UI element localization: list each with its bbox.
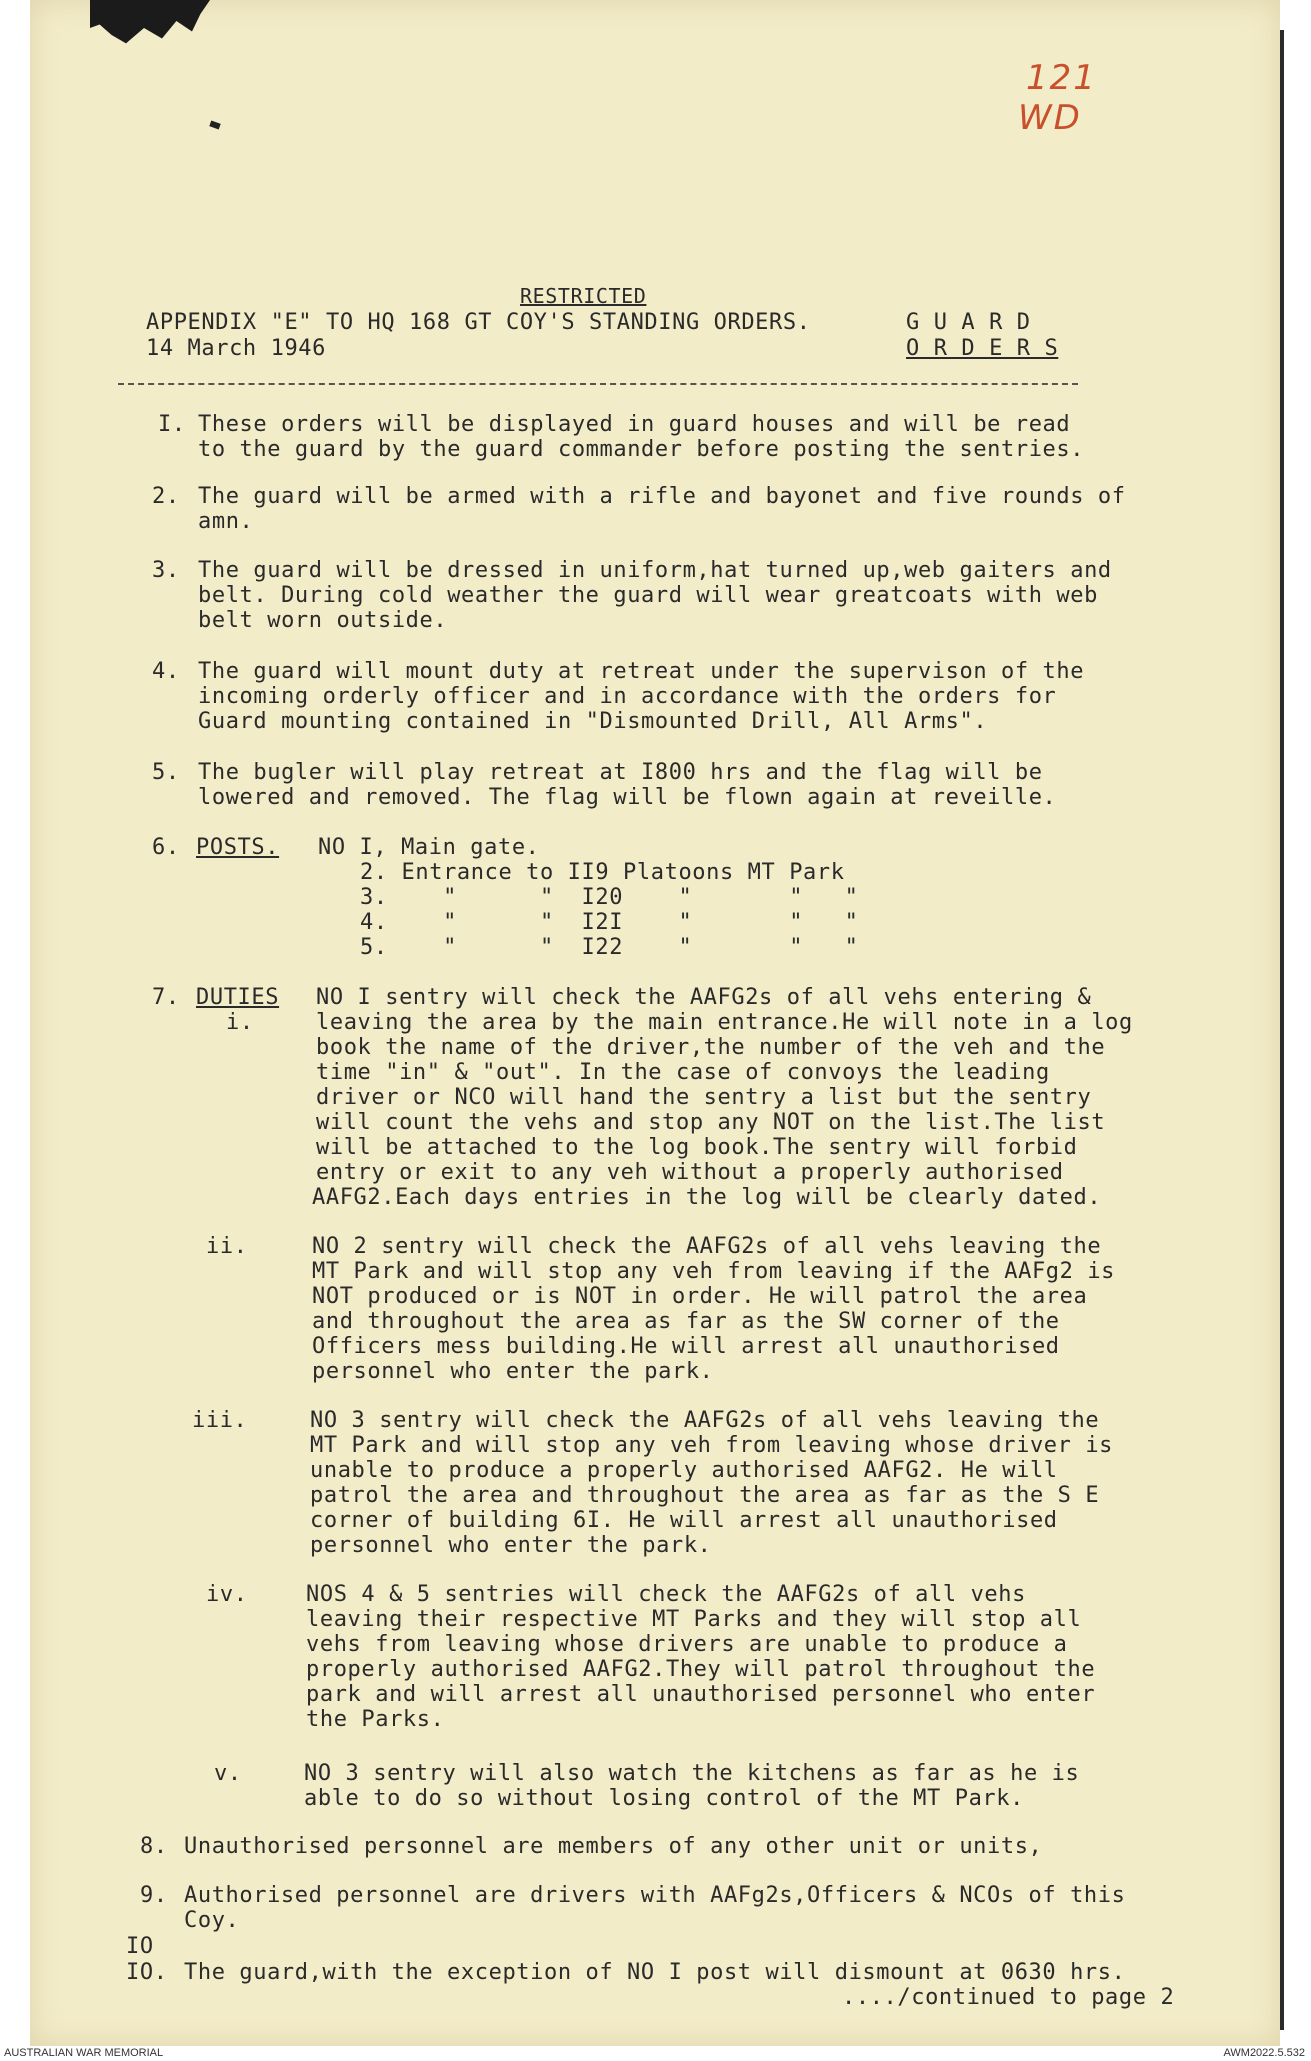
header-divider (118, 383, 1078, 385)
para-4-number: 4. (152, 659, 180, 684)
duty-v-line-2: able to do so without losing control of the MT Park. (304, 1786, 1024, 1811)
para-2-line-1: The guard will be armed with a rifle and bayonet and five rounds of (198, 484, 1126, 509)
duty-i-number: i. (226, 1010, 254, 1035)
para-3-line-1: The guard will be dressed in uniform,hat turned up,web gaiters and (198, 558, 1112, 583)
duty-ii-line-1: NO 2 sentry will check the AAFG2s of all vehs leaving the (312, 1234, 1102, 1259)
duty-iii-line-3: unable to produce a properly authorised AAFG2. He will (310, 1458, 1058, 1483)
para-4-line-3: Guard mounting contained in "Dismounted Drill, All Arms". (198, 709, 988, 734)
duty-i-line-9: AAFG2.Each days entries in the log will be clearly dated. (312, 1185, 1102, 1210)
duty-i-line-7: will be attached to the log book.The sentry will forbid (316, 1135, 1078, 1160)
post-3: 3. " " I20 " " " (360, 885, 859, 910)
page-edge-shadow (1280, 30, 1284, 2030)
para-3-number: 3. (152, 558, 180, 583)
para-7-number: 7. (152, 985, 180, 1010)
duty-iii-line-4: patrol the area and throughout the area as far as the S E (310, 1483, 1100, 1508)
duty-iv-number: iv. (206, 1582, 248, 1607)
duty-iii-line-2: MT Park and will stop any veh from leaving whose driver is (310, 1433, 1114, 1458)
para-10-number: IO. (126, 1960, 168, 1985)
stamp-letters: WD (1018, 98, 1082, 138)
restricted-label: RESTRICTED (520, 284, 647, 308)
para-4-line-1: The guard will mount duty at retreat under the supervison of the (198, 659, 1085, 684)
para-4-line-2: incoming orderly officer and in accordance with the orders for (198, 684, 1057, 709)
duty-ii-line-5: Officers mess building.He will arrest all unauthorised (312, 1334, 1060, 1359)
para-5-line-2: lowered and removed. The flag will be flown again at reveille. (198, 785, 1057, 810)
duty-iv-line-1: NOS 4 & 5 sentries will check the AAFG2s of all vehs (306, 1582, 1026, 1607)
footer-institution: AUSTRALIAN WAR MEMORIAL (4, 2047, 164, 2059)
para-1-number: I. (158, 412, 186, 437)
duty-iv-line-6: the Parks. (306, 1707, 445, 1732)
duty-iv-line-2: leaving their respective MT Parks and they will stop all (306, 1607, 1082, 1632)
duty-i-line-1: NO I sentry will check the AAFG2s of all vehs entering & (316, 985, 1092, 1010)
post-5: 5. " " I22 " " " (360, 935, 859, 960)
duty-ii-line-4: and throughout the area as far as the SW corner of the (312, 1309, 1060, 1334)
duty-ii-line-3: NOT produced or is NOT in order. He will patrol the area (312, 1284, 1088, 1309)
para-8-number: 8. (140, 1834, 168, 1859)
para-9-line-1: Authorised personnel are drivers with AAFg2s,Officers & NCOs of this (184, 1883, 1126, 1908)
duty-i-line-5: driver or NCO will hand the sentry a list but the sentry (316, 1085, 1092, 1110)
para-1-line-1: These orders will be displayed in guard houses and will be read (198, 412, 1071, 437)
duty-i-line-2: leaving the area by the main entrance.He will note in a log (316, 1010, 1133, 1035)
guard-heading: G U A R D (906, 310, 1031, 335)
post-4: 4. " " I2I " " " (360, 910, 859, 935)
duty-i-line-8: entry or exit to any veh without a properly authorised (316, 1160, 1064, 1185)
duty-v-line-1: NO 3 sentry will also watch the kitchens as far as he is (304, 1761, 1080, 1786)
duty-i-line-6: will count the vehs and stop any NOT on the list.The list (316, 1110, 1106, 1135)
duty-iii-line-5: corner of building 6I. He will arrest all unauthorised (310, 1508, 1058, 1533)
para-5-line-1: The bugler will play retreat at I800 hrs and the flag will be (198, 760, 1043, 785)
duty-v-number: v. (214, 1761, 242, 1786)
document-date: 14 March 1946 (146, 336, 326, 361)
para-1-line-2: to the guard by the guard commander before posting the sentries. (198, 437, 1085, 462)
post-2: 2. Entrance to II9 Platoons MT Park (360, 860, 845, 885)
para-10-line-1: The guard,with the exception of NO I post will dismount at 0630 hrs. (184, 1960, 1126, 1985)
duty-iii-number: iii. (192, 1408, 248, 1433)
duty-iv-line-3: vehs from leaving whose drivers are unable to produce a (306, 1632, 1068, 1657)
duty-iv-line-4: properly authorised AAFG2.They will patrol throughout the (306, 1657, 1096, 1682)
orders-heading: O R D E R S (906, 336, 1059, 361)
footer-accession-number: AWM2022.5.532 (1223, 2047, 1305, 2059)
para-10-margin-number: IO (126, 1934, 154, 1959)
archive-footer (0, 2046, 1311, 2061)
duty-ii-line-2: MT Park and will stop any veh from leaving if the AAFg2 is (312, 1259, 1116, 1284)
duty-i-line-3: book the name of the driver,the number of the veh and the (316, 1035, 1106, 1060)
para-3-line-2: belt. During cold weather the guard will wear greatcoats with web (198, 583, 1098, 608)
para-9-number: 9. (140, 1883, 168, 1908)
para-5-number: 5. (152, 760, 180, 785)
continued-note: ..../continued to page 2 (842, 1985, 1175, 2010)
para-2-number: 2. (152, 484, 180, 509)
duty-ii-line-6: personnel who enter the park. (312, 1359, 714, 1384)
torn-corner (90, 0, 210, 70)
para-9-line-2: Coy. (184, 1908, 240, 1933)
para-3-line-3: belt worn outside. (198, 608, 448, 633)
posts-label: POSTS. (196, 835, 280, 860)
para-2-line-2: amn. (198, 509, 254, 534)
duty-iii-line-6: personnel who enter the park. (310, 1533, 712, 1558)
stamp-number: 121 (1026, 58, 1097, 98)
duty-iii-line-1: NO 3 sentry will check the AAFG2s of all vehs leaving the (310, 1408, 1100, 1433)
appendix-title: APPENDIX "E" TO HQ 168 GT COY'S STANDING ORDERS. (146, 310, 811, 335)
duties-label: DUTIES (196, 985, 280, 1010)
duty-i-line-4: time "in" & "out". In the case of convoys the leading (316, 1060, 1050, 1085)
para-8-line-1: Unauthorised personnel are members of any other unit or units, (184, 1834, 1043, 1859)
duty-ii-number: ii. (206, 1234, 248, 1259)
para-6-number: 6. (152, 835, 180, 860)
paper-speck (209, 120, 220, 129)
handwritten-stamp (1018, 58, 1097, 138)
duty-iv-line-5: park and will arrest all unauthorised personnel who enter (306, 1682, 1096, 1707)
post-1: NO I, Main gate. (318, 835, 540, 860)
